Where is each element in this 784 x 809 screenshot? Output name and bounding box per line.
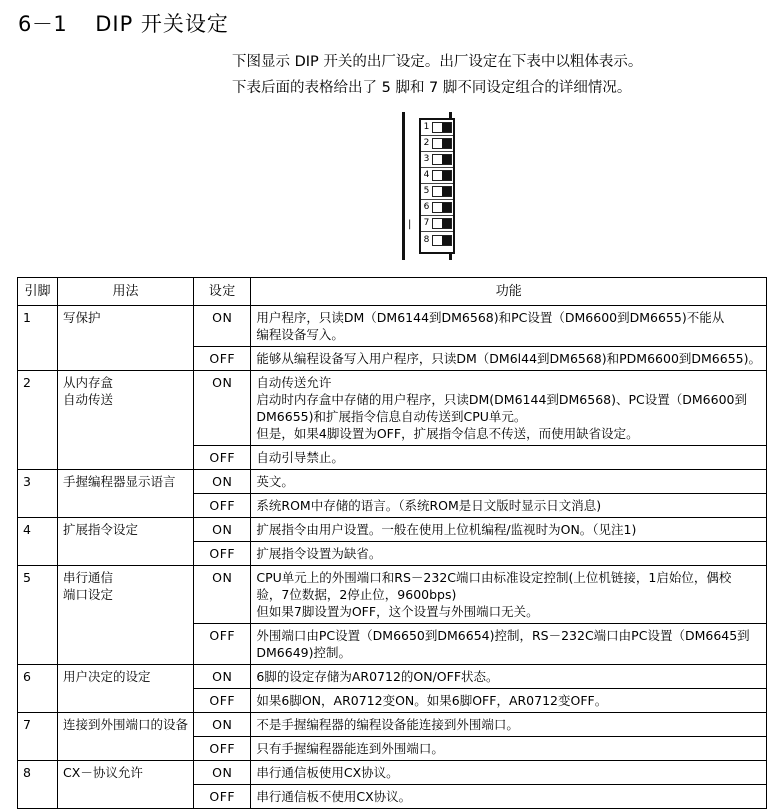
cell-setting: ON [194,306,251,347]
cell-usage [58,761,194,809]
cell-pin: 6 [18,665,58,713]
section-number: 6－1 [18,12,68,36]
function-line: 扩展指令由用户设置。一般在使用上位机编程/监视时为ON。（见注1) [256,522,637,537]
cell-usage [58,470,194,518]
dip-switch-slot[interactable] [432,170,452,181]
dip-switch-knob[interactable] [442,236,451,245]
dip-switch-slot[interactable] [432,186,452,197]
cell-setting: OFF [194,347,251,371]
cell-setting: OFF [194,737,251,761]
function-line: 外围端口由PC设置（DM6650到DM6654)控制，RS－232C端口由PC设置（DM6645到 [256,628,750,643]
dip-switch-slot[interactable] [432,154,452,165]
cell-function [251,306,767,347]
cell-setting: ON [194,665,251,689]
dip-switch-knob[interactable] [442,219,451,228]
cell-usage [58,306,194,371]
function-line: 系统ROM中存储的语言。（系统ROM是日文版时显示日文消息) [256,498,602,513]
function-line: 编程设备写入。 [256,327,344,342]
column-header-function: 功能 [251,278,767,306]
table-row [18,306,767,347]
usage-line: 自动传送 [63,392,114,407]
function-line: 英文。 [256,474,294,489]
cell-function [251,713,767,737]
dip-switch-knob[interactable] [442,203,451,212]
cell-setting: ON [194,371,251,446]
usage-line: 串行通信 [63,570,114,585]
function-line: 但是，如果4脚设置为OFF，扩展指令信息不传送，而使用缺省设定。 [256,426,639,441]
dip-switch-slot[interactable] [432,122,452,133]
dip-switch-tick-mark: | [408,219,412,230]
usage-line: 连接到外围端口的设备 [63,717,189,732]
intro-paragraphs [232,49,772,101]
table-row [18,761,767,785]
cell-function [251,689,767,713]
cell-setting: OFF [194,689,251,713]
cell-function [251,371,767,446]
cell-function [251,761,767,785]
function-line: 串行通信板不使用CX协议。 [256,789,412,804]
cell-function [251,624,767,665]
dip-switch-pin-label: 7 [423,218,430,228]
cell-pin: 3 [18,470,58,518]
cell-function [251,446,767,470]
cell-function [251,494,767,518]
cell-setting: OFF [194,785,251,809]
function-line: CPU单元上的外围端口和RS－232C端口由标准设定控制(上位机链接，1启始位，偶校 [256,570,732,585]
dip-switch-knob[interactable] [442,139,451,148]
dip-switch-figure [392,112,458,260]
column-header-setting: 设定 [194,278,251,306]
dip-settings-table [17,277,767,809]
column-header-usage: 用法 [58,278,194,306]
dip-switch-row[interactable] [421,200,453,216]
cell-function [251,665,767,689]
table-body [18,306,767,809]
cell-function [251,347,767,371]
section-heading [18,8,229,38]
function-line: 能够从编程设备写入用户程序，只读DM（DM6l44到DM6568)和PDM6600到DM6655)。 [256,351,761,366]
cell-setting: OFF [194,494,251,518]
dip-switch-row[interactable] [421,216,453,232]
dip-switch-pin-label: 1 [423,122,430,132]
dip-switch-pin-label: 3 [423,154,430,164]
function-line: 6脚的设定存储为AR0712的ON/OFF状态。 [256,669,499,684]
dip-switch-knob[interactable] [442,187,451,196]
cell-function [251,470,767,494]
function-line: 串行通信板使用CX协议。 [256,765,399,780]
table-header-row [18,278,767,306]
cell-pin: 8 [18,761,58,809]
table-row [18,518,767,542]
dip-switch-pin-label: 2 [423,138,430,148]
dip-switch-pin-label: 8 [423,234,430,245]
dip-switch-row[interactable] [421,184,453,200]
table-header [18,278,767,306]
cell-function [251,737,767,761]
table-row [18,566,767,624]
cell-function [251,566,767,624]
function-line: 启动时内存盒中存储的用户程序，只读DM(DM6144到DM6568)、PC设置（DM6600到 [256,392,747,407]
cell-function [251,518,767,542]
function-line: 不是手握编程器的编程设备能连接到外围端口。 [256,717,519,732]
cell-pin: 5 [18,566,58,665]
function-line: 验，7位数据，2停止位，9600bps) [256,587,457,602]
dip-switch-row[interactable] [421,168,453,184]
dip-switch-row[interactable] [421,232,453,248]
table-row [18,470,767,494]
dip-switch-pin-label: 5 [423,186,430,196]
column-header-pin: 引脚 [18,278,58,306]
table-row [18,665,767,689]
cell-setting: ON [194,518,251,542]
dip-switch-slot[interactable] [432,235,452,246]
cell-pin: 4 [18,518,58,566]
function-line: 用户程序，只读DM（DM6144到DM6568)和PC设置（DM6600到DM6655)不能从 [256,310,725,325]
cell-function [251,542,767,566]
dip-switch-slot[interactable] [432,202,452,213]
usage-line: 端口设定 [63,587,114,602]
dip-switch-pin-label: 4 [423,170,430,180]
cell-pin: 1 [18,306,58,371]
cell-function [251,785,767,809]
dip-switch-knob[interactable] [442,171,451,180]
intro-line-2: 下表后面的表格给出了 5 脚和 7 脚不同设定组合的详细情况。 [232,80,632,96]
dip-switch-row[interactable] [421,136,453,152]
dip-switch-slot[interactable] [432,218,452,229]
usage-line: 扩展指令设定 [63,522,139,537]
dip-switch-knob[interactable] [442,123,451,132]
cell-usage [58,371,194,470]
function-line: 扩展指令设置为缺省。 [256,546,382,561]
usage-line: 从内存盒 [63,375,114,390]
function-line: DM6655)和扩展指令信息自动传送到CPU单元。 [256,409,527,424]
table-row [18,371,767,446]
function-line: 但如果7脚设置为OFF，这个设置与外围端口无关。 [256,604,539,619]
cell-usage [58,518,194,566]
dip-switch-row[interactable] [421,120,453,136]
function-line: 自动引导禁止。 [256,450,344,465]
dip-switch-housing [402,112,452,260]
cell-setting: ON [194,566,251,624]
usage-line: CX－协议允许 [63,765,143,780]
function-line: 如果6脚ON，AR0712变ON。如果6脚OFF，AR0712变OFF。 [256,693,608,708]
cell-setting: OFF [194,624,251,665]
cell-setting: ON [194,713,251,737]
cell-usage [58,665,194,713]
section-title: DIP 开关设定 [95,12,229,36]
cell-setting: OFF [194,446,251,470]
intro-line-1: 下图显示 DIP 开关的出厂设定。出厂设定在下表中以粗体表示。 [232,54,643,70]
cell-setting: ON [194,470,251,494]
usage-line: 手握编程器显示语言 [63,474,176,489]
dip-switch-body [419,118,455,254]
table-row [18,713,767,737]
cell-setting: OFF [194,542,251,566]
dip-switch-row[interactable] [421,152,453,168]
function-line: 自动传送允许 [256,375,332,390]
usage-line: 用户决定的设定 [63,669,151,684]
cell-usage [58,713,194,761]
dip-switch-slot[interactable] [432,138,452,149]
cell-pin: 2 [18,371,58,470]
dip-switch-knob[interactable] [442,155,451,164]
function-line: 只有手握编程器能连到外围端口。 [256,741,444,756]
dip-switch-pin-label: 6 [423,202,430,212]
usage-line: 写保护 [63,310,101,325]
cell-pin: 7 [18,713,58,761]
function-line: DM6649)控制。 [256,645,351,660]
cell-usage [58,566,194,665]
cell-setting: ON [194,761,251,785]
